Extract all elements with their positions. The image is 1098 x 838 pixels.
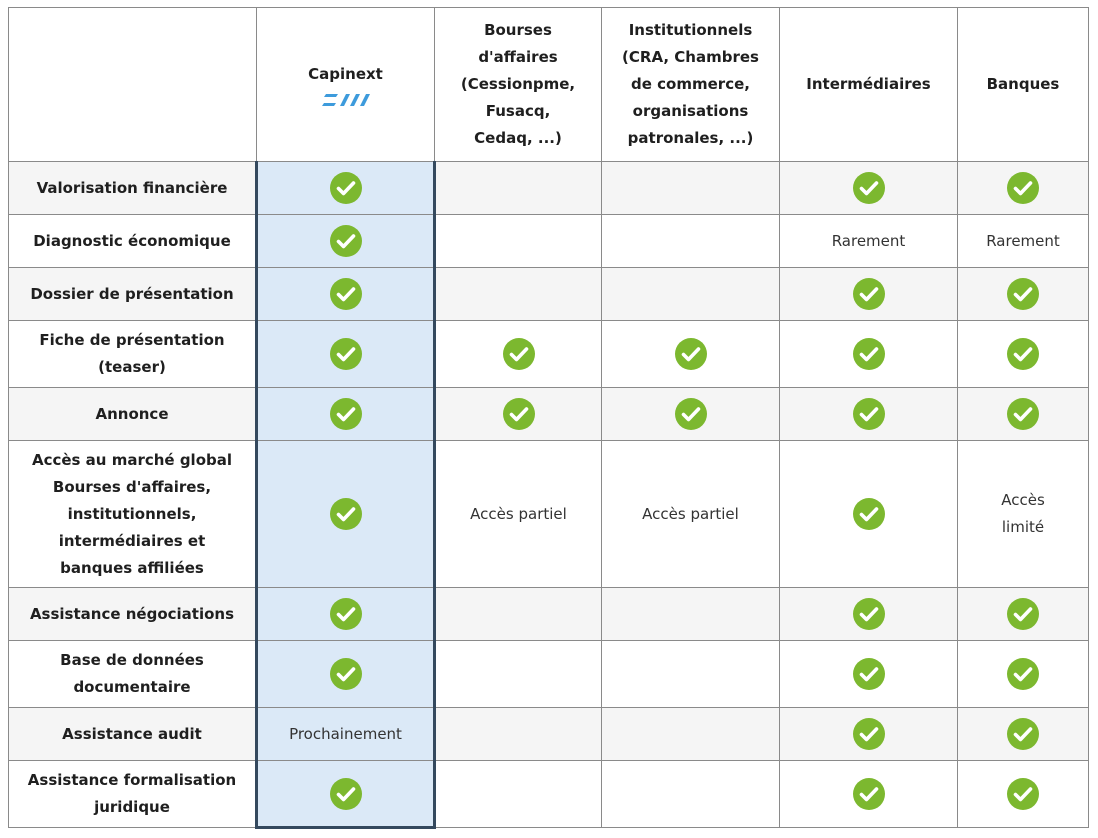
check-circle-icon	[853, 658, 885, 690]
cell-capinext	[257, 708, 435, 761]
header-intermediaires: Intermédiaires	[780, 8, 958, 162]
feature-label: Fiche de présentation	[39, 331, 225, 349]
cell-intermediaires	[780, 761, 958, 828]
table-row	[9, 268, 1089, 321]
header-empty	[9, 8, 257, 162]
cell-intermediaires	[780, 215, 958, 268]
table-row	[9, 321, 1089, 388]
check-circle-icon	[1007, 718, 1039, 750]
cell-intermediaires	[780, 388, 958, 441]
table-row	[9, 441, 1089, 588]
cell-capinext	[257, 162, 435, 215]
feature-cell	[9, 215, 257, 268]
cell-text: Prochainement	[289, 724, 402, 743]
header-institutionnels-line: Institutionnels	[628, 21, 753, 39]
header-institutionnels	[602, 8, 780, 162]
cell-capinext	[257, 215, 435, 268]
header-institutionnels-line: de commerce,	[631, 75, 750, 93]
header-bourses-line: d'affaires	[478, 48, 558, 66]
feature-label: Assistance formalisation	[27, 771, 237, 789]
cell-banques	[958, 588, 1089, 641]
check-circle-icon	[1007, 658, 1039, 690]
cell-banques	[958, 268, 1089, 321]
cell-intermediaires	[780, 321, 958, 388]
feature-label: Base de données	[60, 651, 204, 669]
feature-label: Bourses d'affaires,	[52, 477, 212, 496]
feature-label: Diagnostic économique	[33, 231, 231, 250]
check-circle-icon	[853, 718, 885, 750]
cell-institutionnels	[602, 441, 780, 588]
header-capinext-label: Capinext	[308, 65, 383, 83]
feature-label: juridique	[94, 798, 170, 816]
feature-cell	[9, 708, 257, 761]
check-circle-icon	[1007, 172, 1039, 204]
check-circle-icon	[675, 398, 707, 430]
cell-text: Rarement	[831, 231, 906, 250]
feature-cell	[9, 441, 257, 588]
check-circle-icon	[330, 225, 362, 257]
cell-bourses	[435, 388, 602, 441]
check-circle-icon	[853, 778, 885, 810]
header-institutionnels-line: organisations	[632, 102, 749, 120]
cell-intermediaires	[780, 708, 958, 761]
cell-capinext	[257, 641, 435, 708]
cell-institutionnels	[602, 708, 780, 761]
table-row	[9, 761, 1089, 828]
cell-capinext	[257, 441, 435, 588]
check-circle-icon	[330, 598, 362, 630]
check-circle-icon	[330, 778, 362, 810]
table-row	[9, 162, 1089, 215]
header-banques: Banques	[958, 8, 1089, 162]
cell-banques	[958, 162, 1089, 215]
check-circle-icon	[1007, 598, 1039, 630]
feature-label: Dossier de présentation	[30, 284, 234, 303]
header-bourses-line: Fusacq,	[485, 102, 551, 120]
feature-label: Annonce	[95, 404, 169, 423]
feature-cell	[9, 641, 257, 708]
cell-capinext	[257, 268, 435, 321]
feature-label: (teaser)	[98, 358, 166, 376]
feature-label: Accès au marché global	[31, 450, 233, 469]
cell-capinext	[257, 588, 435, 641]
header-row	[9, 8, 1089, 162]
table-row	[9, 388, 1089, 441]
cell-institutionnels	[602, 761, 780, 828]
cell-institutionnels	[602, 641, 780, 708]
header-capinext	[257, 8, 435, 162]
table-body	[9, 162, 1089, 828]
check-circle-icon	[330, 498, 362, 530]
check-circle-icon	[1007, 398, 1039, 430]
cell-bourses	[435, 321, 602, 388]
header-institutionnels-line: patronales, ...)	[627, 129, 754, 147]
header-bourses-line: Bourses	[484, 21, 552, 39]
feature-label: banques affiliées	[60, 558, 204, 577]
header-bourses-line: (Cessionpme,	[460, 75, 576, 93]
comparison-table	[8, 7, 1089, 829]
cell-banques	[958, 708, 1089, 761]
check-circle-icon	[853, 278, 885, 310]
check-circle-icon	[853, 172, 885, 204]
cell-institutionnels	[602, 388, 780, 441]
cell-institutionnels	[602, 268, 780, 321]
check-circle-icon	[1007, 778, 1039, 810]
cell-capinext	[257, 321, 435, 388]
check-circle-icon	[330, 398, 362, 430]
feature-cell	[9, 388, 257, 441]
table-row	[9, 641, 1089, 708]
cell-text: Accès partiel	[470, 504, 567, 523]
feature-label: documentaire	[73, 678, 191, 696]
cell-institutionnels	[602, 321, 780, 388]
cell-intermediaires	[780, 441, 958, 588]
check-circle-icon	[675, 338, 707, 370]
check-circle-icon	[853, 338, 885, 370]
header-bourses	[435, 8, 602, 162]
feature-cell	[9, 268, 257, 321]
feature-cell	[9, 761, 257, 828]
check-circle-icon	[503, 398, 535, 430]
cell-banques	[958, 641, 1089, 708]
check-circle-icon	[853, 598, 885, 630]
check-circle-icon	[853, 398, 885, 430]
check-circle-icon	[330, 338, 362, 370]
cell-banques	[958, 388, 1089, 441]
feature-cell	[9, 321, 257, 388]
cell-banques	[958, 441, 1089, 588]
cell-text: Accès	[1001, 491, 1045, 509]
table-row	[9, 215, 1089, 268]
feature-label: Assistance audit	[62, 724, 202, 743]
check-circle-icon	[330, 658, 362, 690]
capinext-logo-icon	[322, 92, 370, 108]
cell-bourses	[435, 268, 602, 321]
cell-banques	[958, 215, 1089, 268]
cell-bourses	[435, 441, 602, 588]
cell-bourses	[435, 215, 602, 268]
cell-bourses	[435, 641, 602, 708]
check-circle-icon	[1007, 278, 1039, 310]
feature-label: Assistance négociations	[29, 604, 235, 623]
cell-text: limité	[1001, 518, 1045, 536]
check-circle-icon	[503, 338, 535, 370]
cell-banques	[958, 321, 1089, 388]
cell-bourses	[435, 588, 602, 641]
feature-label: Valorisation financière	[36, 178, 228, 197]
feature-label: intermédiaires et	[58, 531, 206, 550]
cell-text: Rarement	[986, 231, 1060, 250]
check-circle-icon	[1007, 338, 1039, 370]
cell-text: Accès partiel	[642, 504, 739, 523]
cell-intermediaires	[780, 268, 958, 321]
cell-institutionnels	[602, 588, 780, 641]
header-bourses-line: Cedaq, ...)	[474, 129, 562, 147]
cell-bourses	[435, 708, 602, 761]
feature-cell	[9, 162, 257, 215]
cell-intermediaires	[780, 588, 958, 641]
cell-intermediaires	[780, 641, 958, 708]
header-institutionnels-line: (CRA, Chambres	[622, 48, 759, 66]
cell-capinext	[257, 761, 435, 828]
check-circle-icon	[853, 498, 885, 530]
check-circle-icon	[330, 278, 362, 310]
feature-cell	[9, 588, 257, 641]
cell-institutionnels	[602, 162, 780, 215]
feature-label: institutionnels,	[67, 504, 197, 523]
cell-intermediaires	[780, 162, 958, 215]
cell-institutionnels	[602, 215, 780, 268]
cell-bourses	[435, 761, 602, 828]
cell-bourses	[435, 162, 602, 215]
table-row	[9, 588, 1089, 641]
cell-banques	[958, 761, 1089, 828]
table-row	[9, 708, 1089, 761]
cell-capinext	[257, 388, 435, 441]
check-circle-icon	[330, 172, 362, 204]
